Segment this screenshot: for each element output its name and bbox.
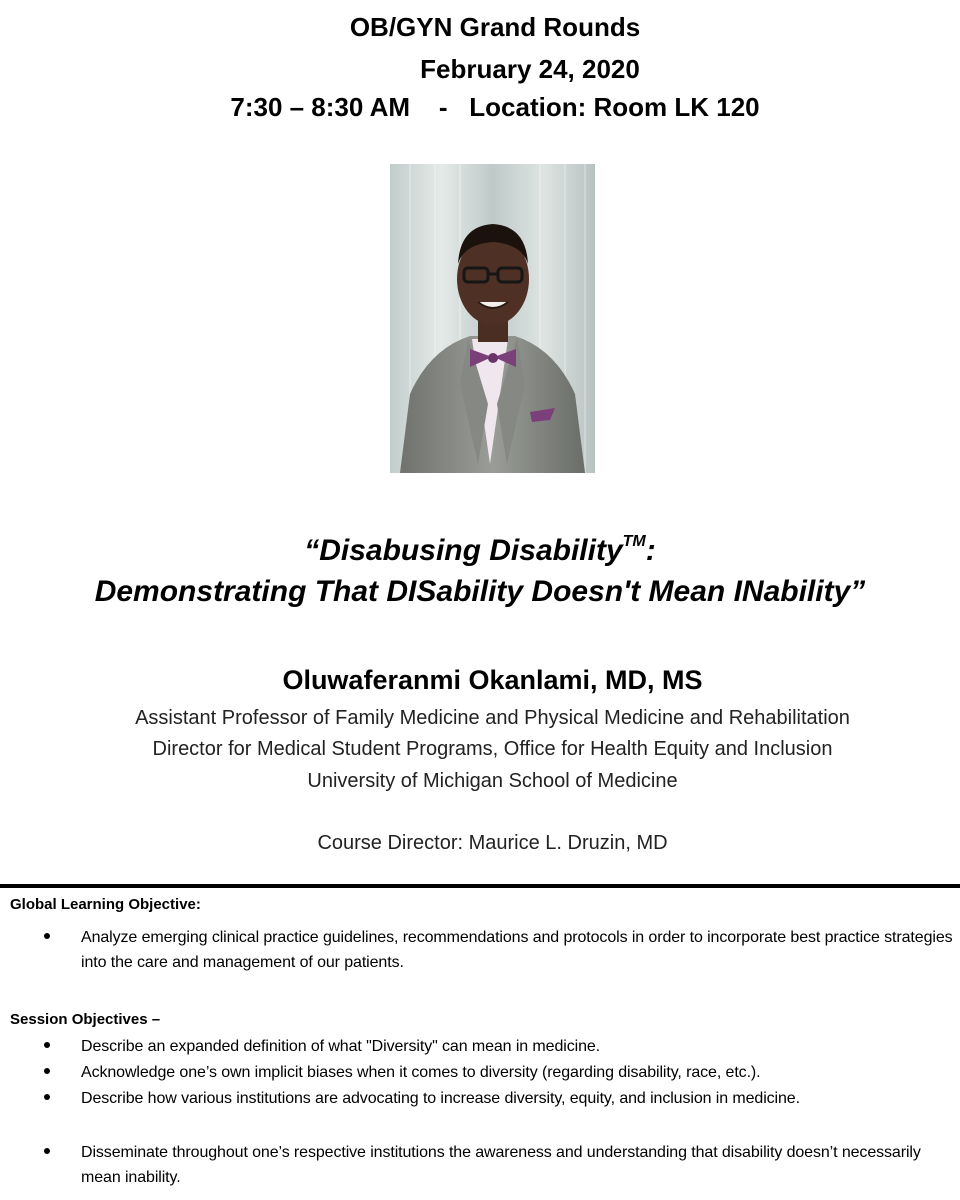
section-divider [0,884,960,888]
bullet-icon [44,1068,50,1074]
speaker-photo [390,164,595,473]
event-title: OB/GYN Grand Rounds [349,12,641,42]
talk-title-colon: : [645,534,656,567]
talk-title-line-1 [0,522,960,571]
bullet-icon [44,1148,50,1154]
global-objective-text: Analyze emerging clinical practice guidelines, recommendations and protocols in order to incorporate best practice strategies into the care and management of our patients. [81,929,953,971]
session-objective-text: Acknowledge one’s own implicit biases when it comes to diversity (regarding disability, race, etc.). [81,1064,761,1081]
global-objective-heading: Global Learning Objective: [10,896,201,913]
course-director: Course Director: Maurice L. Druzin, MD [317,832,668,854]
bullet-icon [44,933,50,939]
talk-title-text: “Disabusing Disability [304,534,623,567]
session-objectives-heading: Session Objectives – [10,1011,161,1028]
speaker-portrait-illustration [390,164,595,473]
speaker-name: Oluwaferanmi Okanlami, MD, MS [282,665,703,695]
trademark-mark: TM [622,533,646,550]
speaker-affiliation-2: Director for Medical Student Programs, Office for Health Equity and Inclusion [152,738,833,760]
event-time-location: 7:30 – 8:30 AM - Location: Room LK 120 [230,92,760,122]
event-date: February 24, 2020 [420,54,640,84]
speaker-affiliation-1: Assistant Professor of Family Medicine and Physical Medicine and Rehabilitation [135,707,850,729]
session-objective-text: Describe how various institutions are advocating to increase diversity, equity, and inclusion in medicine. [81,1090,800,1107]
session-objective-text: Disseminate throughout one’s respective institutions the awareness and understanding that disability doesn’t necessarily mean inability. [81,1144,921,1186]
session-objective-text: Describe an expanded definition of what "Diversity" can mean in medicine. [81,1038,601,1055]
talk-title-line-2: Demonstrating That DISability Doesn't Mean INability” [94,575,866,608]
bullet-icon [44,1094,50,1100]
bullet-icon [44,1042,50,1048]
speaker-affiliation-3: University of Michigan School of Medicine [307,770,678,792]
